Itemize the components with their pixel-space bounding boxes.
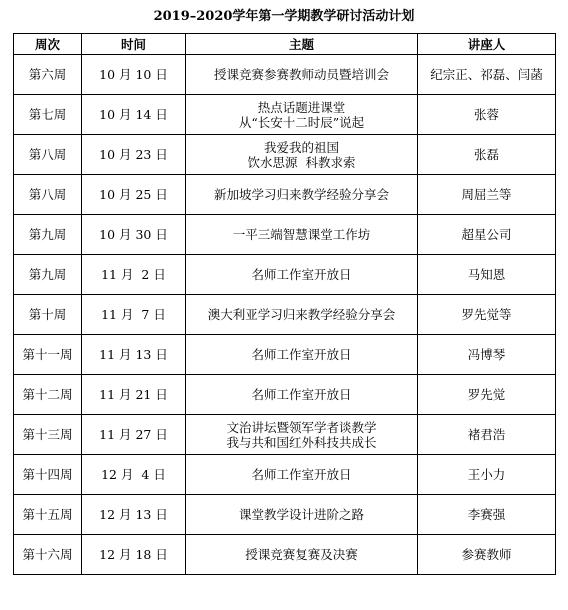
- cell-time: 12 月 13 日: [82, 495, 186, 535]
- topic-line: 授课竞赛复赛及决赛: [245, 547, 358, 562]
- topic-line: 饮水思源 科教求索: [247, 154, 356, 170]
- cell-speaker: 冯博琴: [418, 335, 556, 375]
- topic-line: 名师工作室开放日: [251, 267, 352, 282]
- document-title: 2019–2020学年第一学期教学研讨活动计划: [153, 9, 415, 24]
- cell-time: 11 月 7 日: [82, 295, 186, 335]
- cell-time: 10 月 14 日: [82, 95, 186, 135]
- cell-topic: [186, 415, 418, 455]
- cell-speaker: 褚君浩: [418, 415, 556, 455]
- cell-time: 11 月 13 日: [82, 335, 186, 375]
- cell-topic: [186, 375, 418, 415]
- table-row: [14, 95, 556, 135]
- topic-line: 课堂教学设计进阶之路: [238, 507, 364, 522]
- cell-week: 第九周: [14, 215, 82, 255]
- topic-line: 名师工作室开放日: [251, 347, 352, 362]
- cell-speaker: 马知恩: [418, 255, 556, 295]
- cell-topic: [186, 295, 418, 335]
- topic-line: 澳大利亚学习归来教学经验分享会: [207, 307, 396, 322]
- cell-topic: [186, 495, 418, 535]
- header-time: 时间: [82, 34, 186, 55]
- header-speaker: 讲座人: [418, 34, 556, 55]
- cell-topic: [186, 255, 418, 295]
- table-body: [14, 55, 556, 575]
- cell-topic: [186, 175, 418, 215]
- cell-week: 第十周: [14, 295, 82, 335]
- cell-topic: [186, 55, 418, 95]
- cell-speaker: 张磊: [418, 135, 556, 175]
- cell-time: 11 月 27 日: [82, 415, 186, 455]
- cell-topic: [186, 535, 418, 575]
- cell-topic: [186, 335, 418, 375]
- table-row: [14, 335, 556, 375]
- cell-speaker: 张蓉: [418, 95, 556, 135]
- topic-line: 文治讲坛暨领军学者谈教学: [226, 419, 377, 435]
- cell-speaker: 周屈兰等: [418, 175, 556, 215]
- cell-speaker: 超星公司: [418, 215, 556, 255]
- cell-week: 第十五周: [14, 495, 82, 535]
- cell-speaker: 罗先觉等: [418, 295, 556, 335]
- cell-time: 12 月 18 日: [82, 535, 186, 575]
- cell-time: 11 月 21 日: [82, 375, 186, 415]
- topic-line: 一平三端智慧课堂工作坊: [232, 227, 371, 242]
- table-row: [14, 375, 556, 415]
- cell-time: 10 月 23 日: [82, 135, 186, 175]
- cell-week: 第八周: [14, 135, 82, 175]
- table-row: [14, 175, 556, 215]
- header-topic: 主题: [186, 34, 418, 55]
- topic-line: 名师工作室开放日: [251, 467, 352, 482]
- cell-week: 第九周: [14, 255, 82, 295]
- table-row: [14, 55, 556, 95]
- table-row: [14, 415, 556, 455]
- cell-week: 第十四周: [14, 455, 82, 495]
- table-row: [14, 535, 556, 575]
- topic-line: 名师工作室开放日: [251, 387, 352, 402]
- topic-line: 热点话题进课堂: [257, 99, 346, 115]
- table-header-row: [14, 34, 556, 55]
- cell-topic: [186, 455, 418, 495]
- topic-line: 授课竞赛参赛教师动员暨培训会: [213, 67, 389, 82]
- cell-week: 第八周: [14, 175, 82, 215]
- cell-week: 第十六周: [14, 535, 82, 575]
- cell-week: 第十二周: [14, 375, 82, 415]
- table-row: [14, 215, 556, 255]
- cell-week: 第十三周: [14, 415, 82, 455]
- table-row: [14, 455, 556, 495]
- cell-speaker: 李赛强: [418, 495, 556, 535]
- table-row: [14, 255, 556, 295]
- table-row: [14, 135, 556, 175]
- cell-speaker: 王小力: [418, 455, 556, 495]
- cell-time: 10 月 10 日: [82, 55, 186, 95]
- cell-speaker: 罗先觉: [418, 375, 556, 415]
- table-row: [14, 295, 556, 335]
- topic-line: 新加坡学习归来教学经验分享会: [213, 187, 389, 202]
- cell-time: 10 月 30 日: [82, 215, 186, 255]
- cell-topic: [186, 135, 418, 175]
- cell-topic: [186, 95, 418, 135]
- table-row: [14, 495, 556, 535]
- topic-line: 从“长安十二时辰”说起: [238, 114, 365, 130]
- cell-week: 第七周: [14, 95, 82, 135]
- topic-line: 我爱我的祖国: [263, 139, 339, 155]
- topic-line: 我与共和国红外科技共成长: [226, 434, 377, 450]
- cell-time: 10 月 25 日: [82, 175, 186, 215]
- cell-time: 11 月 2 日: [82, 255, 186, 295]
- activity-schedule-table: [13, 33, 556, 575]
- cell-speaker: 参赛教师: [418, 535, 556, 575]
- header-week: 周次: [14, 34, 82, 55]
- cell-time: 12 月 4 日: [82, 455, 186, 495]
- cell-week: 第十一周: [14, 335, 82, 375]
- cell-week: 第六周: [14, 55, 82, 95]
- cell-topic: [186, 215, 418, 255]
- cell-speaker: 纪宗正、祁磊、闫菡: [418, 55, 556, 95]
